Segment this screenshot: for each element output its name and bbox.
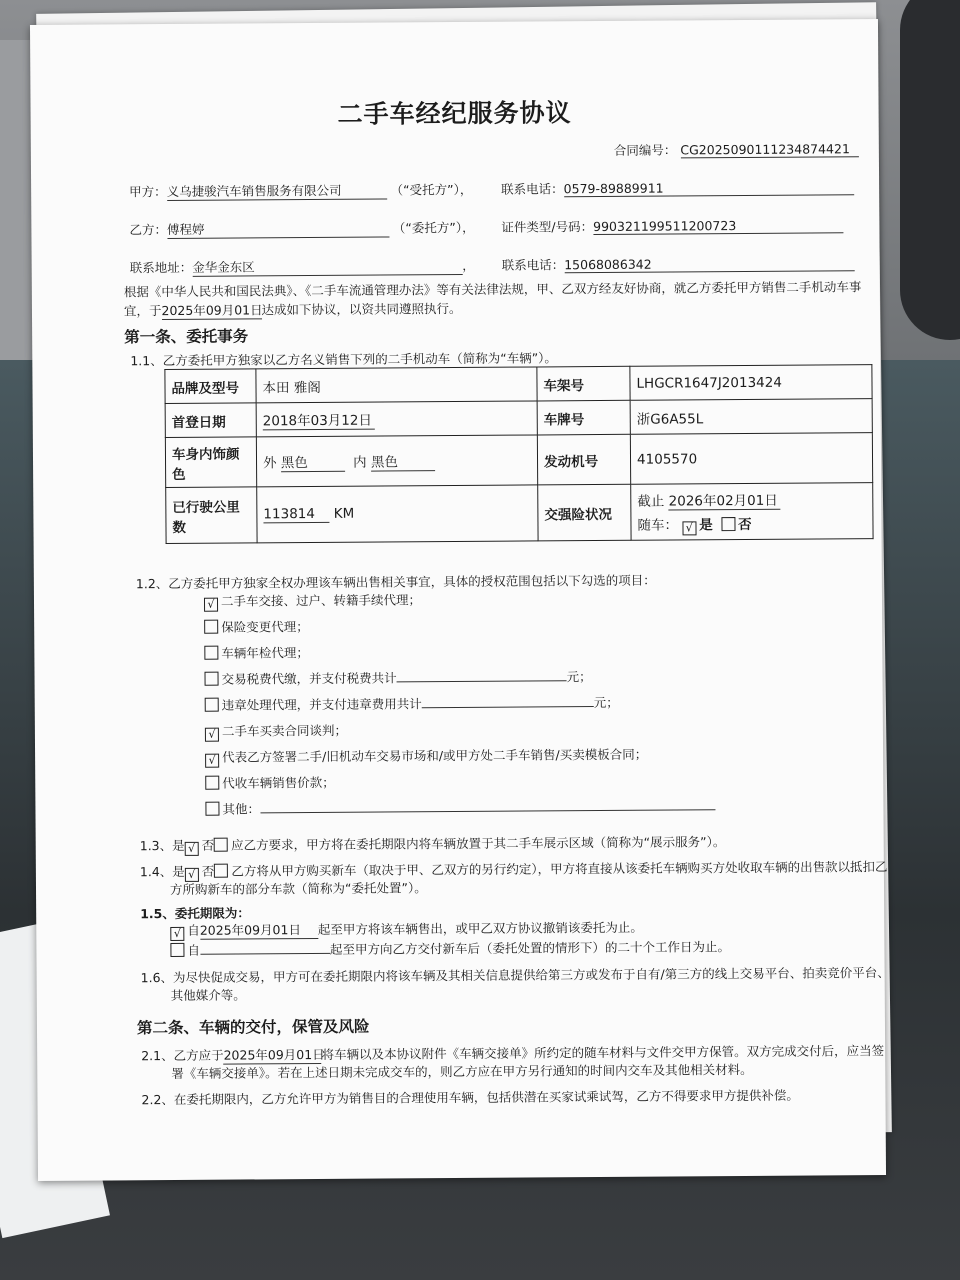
option-3: 车辆年检代理； [204,643,309,662]
reg-date-label: 首登日期 [165,403,256,438]
color-label: 车身内饰颜色 [165,437,256,488]
brand-label: 品牌及型号 [165,369,256,404]
clause-1-3: 1.3、是 √ 否 应乙方要求，甲方将在委托期限内将车辆放置于其二手车展示区域（简称为“展示服务”）。 [139,834,726,855]
int-color: 黑色 [371,450,435,471]
mileage-label: 已行驶公里数 [166,487,257,544]
party-b-id: 证件类型/号码：990321199511200723 [501,215,843,235]
document-title: 二手车经纪服务协议 [337,98,572,129]
computer-mouse [900,0,960,340]
option-4: 交易税费代缴，并支付税费共计 元； [204,667,591,688]
option-6-checkbox: √ [205,728,219,742]
insurance-label: 交强险状况 [538,484,631,541]
clause-2-1-line-2: 署《车辆交接单》。若在上述日期未完成交车的，则乙方应在甲方另行通知的时间内交车及其他相关材料。 [171,1061,753,1082]
no-checkbox [721,517,735,531]
reg-date-value: 2018年03月12日 [263,409,375,431]
c14-no-checkbox [214,864,228,878]
contract-number: 合同编号： CG2025090111234874421 [614,139,859,159]
yes-checkbox: √ [682,521,696,535]
clause-1-5-option-2: 自 起至甲方向乙方交付新车后（委托处置的情形下）的二十个工作日为止。 [170,937,730,959]
c13-yes-checkbox: √ [185,842,199,856]
c14-yes-checkbox: √ [185,868,199,882]
vin-value: LHGCR1647J2013424 [630,365,872,401]
option-8-checkbox [205,776,219,790]
reg-date-cell [256,401,537,437]
party-b-row: 乙方：傅程婷 （“委托方”）， [129,219,475,238]
clause-2-1-line-1: 2.1、乙方应于2025年09月01日将车辆以及本协议附件《车辆交接单》所约定的随车材料与文件交甲方保管。双方完成交付后，应当签 [141,1043,885,1064]
option-2-checkbox [204,620,218,634]
mileage-value: 113814 [263,506,329,523]
option-9-checkbox [205,802,219,816]
clause-1-5-option-1: √ 自2025年09月01日 起至甲方将该车辆售出，或甲乙双方协议撤销该委托为止。 [170,918,643,941]
plate-value: 浙G6A55L [630,399,872,435]
clause-1-6-line-1: 1.6、为尽快促成交易，甲方可在委托期限内将该车辆及其相关信息提供给第三方或发布于自有/第三方的线上交易平台、拍卖竞价平台、 [140,964,890,986]
option-1-checkbox: √ [204,598,218,612]
ext-color: 黑色 [281,451,345,472]
section-1-title: 第一条、委托事务 [124,327,249,347]
insurance-cell: 截止 2026年02月01日 随车： √ 是 否 [631,483,873,541]
plate-label: 车牌号 [537,400,630,435]
option-6: √ 二手车买卖合同谈判； [205,721,347,742]
c15-option-2-checkbox [170,943,184,957]
option-5-checkbox [205,698,219,712]
option-7: √ 代表乙方签署二手/旧机动车交易市场和/或甲方处二手车销售/买卖模板合同； [205,745,647,768]
clause-1-4-line-1: 1.4、是 √ 否 乙方将从甲方购买新车（取决于甲、乙双方的另行约定），甲方将直接从该委托车辆购买方处收取车辆的出售款以抵扣乙 [139,859,888,881]
brand-value: 本田 雅阁 [256,367,537,403]
clause-1-5-title: 1.5、委托期限为： [140,905,250,922]
section-2-title: 第二条、车辆的交付，保管及风险 [136,1017,370,1038]
option-9: 其他： [205,796,715,818]
clause-1-1: 1.1、乙方委托甲方独家以乙方名义销售下列的二手机动车（简称为“车辆”）。 [130,350,557,369]
engine-value: 4105570 [630,433,872,485]
option-7-checkbox: √ [205,754,219,768]
preamble-line-1: 根据《中华人民共和国民法典》、《二手车流通管理办法》等有关法律法规，甲、乙双方经友好协商，就乙方委托甲方销售二手机动车事 [123,279,862,300]
clause-1-2: 1.2、乙方委托甲方独家全权办理该车辆出售相关事宜，具体的授权范围包括以下勾选的项目： [135,572,656,592]
party-b-phone: 联系电话：15068086342 [502,253,855,273]
vin-label: 车架号 [537,366,630,401]
c15-option-1-checkbox: √ [170,927,184,941]
option-2: 保险变更代理； [204,617,309,636]
option-3-checkbox [204,646,218,660]
vehicle-table [164,364,873,544]
color-cell: 外 黑色 内 黑色 [256,435,537,487]
c13-no-checkbox [214,838,228,852]
engine-label: 发动机号 [537,434,630,485]
option-5: 违章处理代理，并支付违章费用共计 元； [205,693,619,714]
insurance-date: 2026年02月01日 [669,488,781,510]
option-4-checkbox [204,672,218,686]
option-1: √ 二手车交接、过户、转籍手续代理； [204,590,421,612]
preamble-line-2: 宜，于2025年09月01日达成如下协议，以资共同遵照执行。 [123,300,462,319]
clause-1-6-line-2: 其他媒介等。 [170,987,246,1004]
clause-1-4-line-2: 方所购新车的部分车款（简称为“委托处置”）。 [169,880,427,898]
contract-page [30,19,890,1181]
clause-2-2: 2.2、在委托期限内，乙方允许甲方为销售目的合理使用车辆，包括供潜在买家试乘试驾，乙方不得要求甲方提供补偿。 [141,1087,799,1108]
party-a-phone: 联系电话：0579-89889911 [501,177,854,197]
party-a-row: 甲方：义乌捷骏汽车销售服务有限公司 （“受托方”）， [129,181,473,200]
option-8: 代收车辆销售价款； [205,773,335,792]
address-row: 联系地址：金华金东区 ， [129,257,475,276]
mileage-cell: 113814 KM [257,485,538,543]
